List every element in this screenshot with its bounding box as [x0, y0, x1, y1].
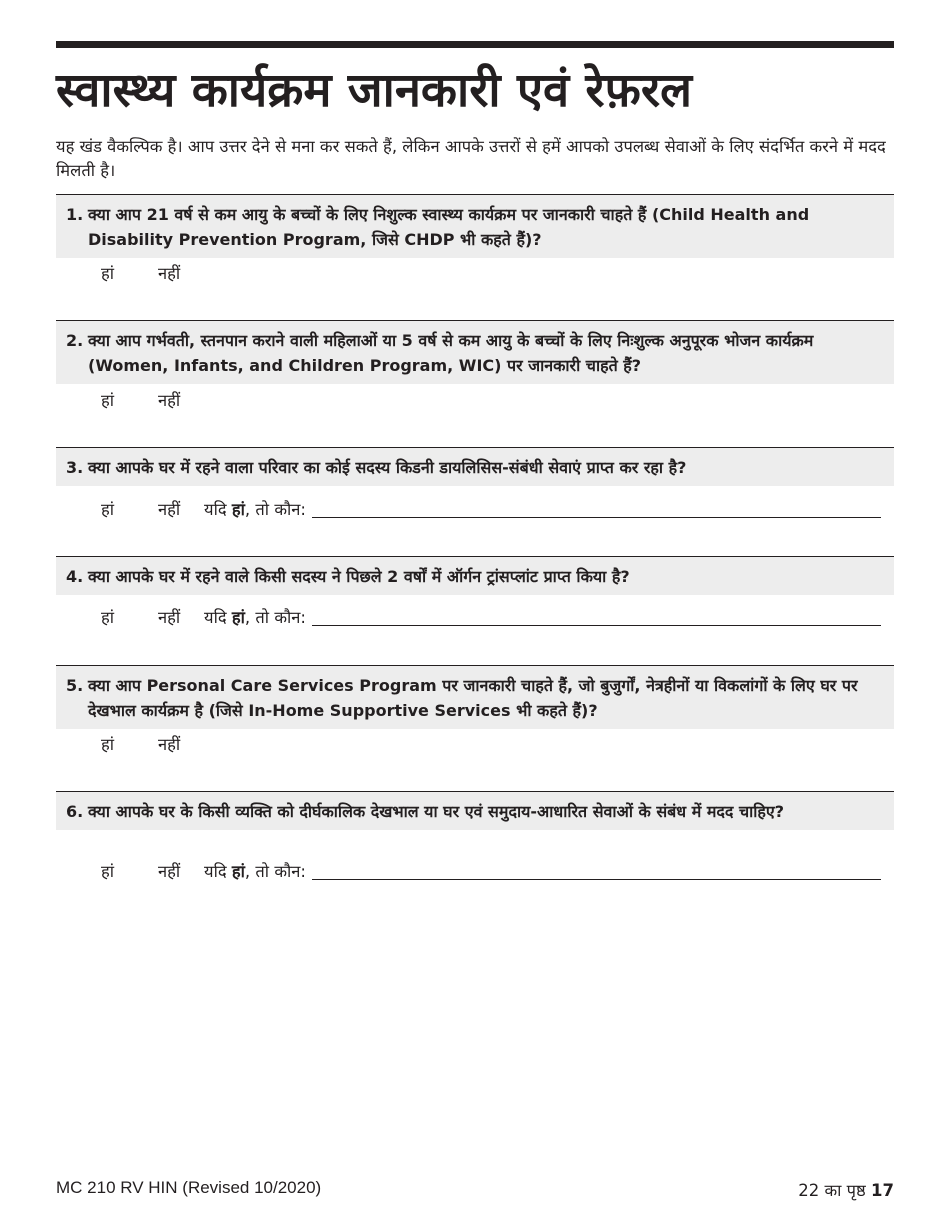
page-number: 17: [871, 1181, 894, 1200]
yes-option[interactable]: हां: [101, 608, 115, 627]
yes-option[interactable]: हां: [101, 862, 115, 881]
question-number: 2.: [66, 331, 84, 350]
if-yes-who-label: यदि हां, तो कौन:: [204, 608, 306, 627]
answer-row-6: [101, 860, 881, 884]
yes-option[interactable]: हां: [101, 391, 115, 410]
question-5: [56, 665, 894, 729]
question-number: 5.: [66, 676, 84, 695]
answer-row-1: [101, 262, 881, 286]
question-text: क्या आप 21 वर्ष से कम आयु के बच्चों के लिए निशुल्क स्वास्थ्य कार्यक्रम पर जानकारी चाहते हैं (Child Health and Disability Prevention Program, जिसे CHDP भी कहते हैं)?: [88, 205, 810, 249]
no-option[interactable]: नहीं: [158, 391, 181, 410]
no-option[interactable]: नहीं: [158, 500, 181, 519]
if-yes-who-label: यदि हां, तो कौन:: [204, 862, 306, 881]
page-indicator: [798, 1178, 894, 1201]
question-text: क्या आपके घर में रहने वाले किसी सदस्य ने पिछले 2 वर्षों में ऑर्गन ट्रांसप्लांट प्राप्त किया है?: [88, 567, 630, 586]
question-3: [56, 447, 894, 486]
page-of-label: 22 का पृष्ठ: [798, 1181, 872, 1200]
question-6: [56, 791, 894, 830]
answer-row-4: [101, 606, 881, 630]
question-text: क्या आपके घर में रहने वाला परिवार का कोई सदस्य किडनी डायलिसिस-संबंधी सेवाएं प्राप्त कर रहा है?: [88, 458, 687, 477]
no-option[interactable]: नहीं: [158, 264, 181, 283]
question-2: [56, 320, 894, 384]
question-number: 1.: [66, 205, 84, 224]
no-option[interactable]: नहीं: [158, 862, 181, 881]
question-text: क्या आप Personal Care Services Program पर जानकारी चाहते हैं, जो बुजुर्गों, नेत्रहीनों या विकलांगों के लिए घर पर देखभाल कार्यक्रम है (जिसे In-Home Supportive Services भी कहते हैं)?: [88, 676, 858, 720]
title-rule: [56, 41, 894, 48]
yes-option[interactable]: हां: [101, 735, 115, 754]
question-text: क्या आपके घर के किसी व्यक्ति को दीर्घकालिक देखभाल या घर एवं समुदाय-आधारित सेवाओं के संबंध में मदद चाहिए?: [88, 802, 785, 821]
answer-row-5: [101, 733, 881, 757]
question-number: 6.: [66, 802, 84, 821]
if-yes-who-label: यदि हां, तो कौन:: [204, 500, 306, 519]
answer-row-2: [101, 389, 881, 413]
form-id: MC 210 RV HIN (Revised 10/2020): [56, 1178, 322, 1197]
question-number: 4.: [66, 567, 84, 586]
question-text: क्या आप गर्भवती, स्तनपान कराने वाली महिलाओं या 5 वर्ष से कम आयु के बच्चों के लिए निःशुल्क अनुपूरक भोजन कार्यक्रम (Women, Infants, and Children Program, WIC) पर जानकारी चाहते हैं?: [88, 331, 814, 375]
question-number: 3.: [66, 458, 84, 477]
yes-option[interactable]: हां: [101, 500, 115, 519]
intro-text: यह खंड वैकल्पिक है। आप उत्तर देने से मना कर सकते हैं, लेकिन आपके उत्तरों से हमें आपको उपलब्ध सेवाओं के लिए संदर्भित करने में मदद मिलती है।: [56, 137, 886, 180]
question-1: [56, 194, 894, 258]
who-field[interactable]: [312, 516, 881, 518]
answer-row-3: [101, 498, 881, 522]
no-option[interactable]: नहीं: [158, 735, 181, 754]
question-4: [56, 556, 894, 595]
no-option[interactable]: नहीं: [158, 608, 181, 627]
page-title: स्वास्थ्य कार्यक्रम जानकारी एवं रेफ़रल: [56, 63, 692, 118]
who-field[interactable]: [312, 878, 881, 880]
who-field[interactable]: [312, 624, 881, 626]
yes-option[interactable]: हां: [101, 264, 115, 283]
